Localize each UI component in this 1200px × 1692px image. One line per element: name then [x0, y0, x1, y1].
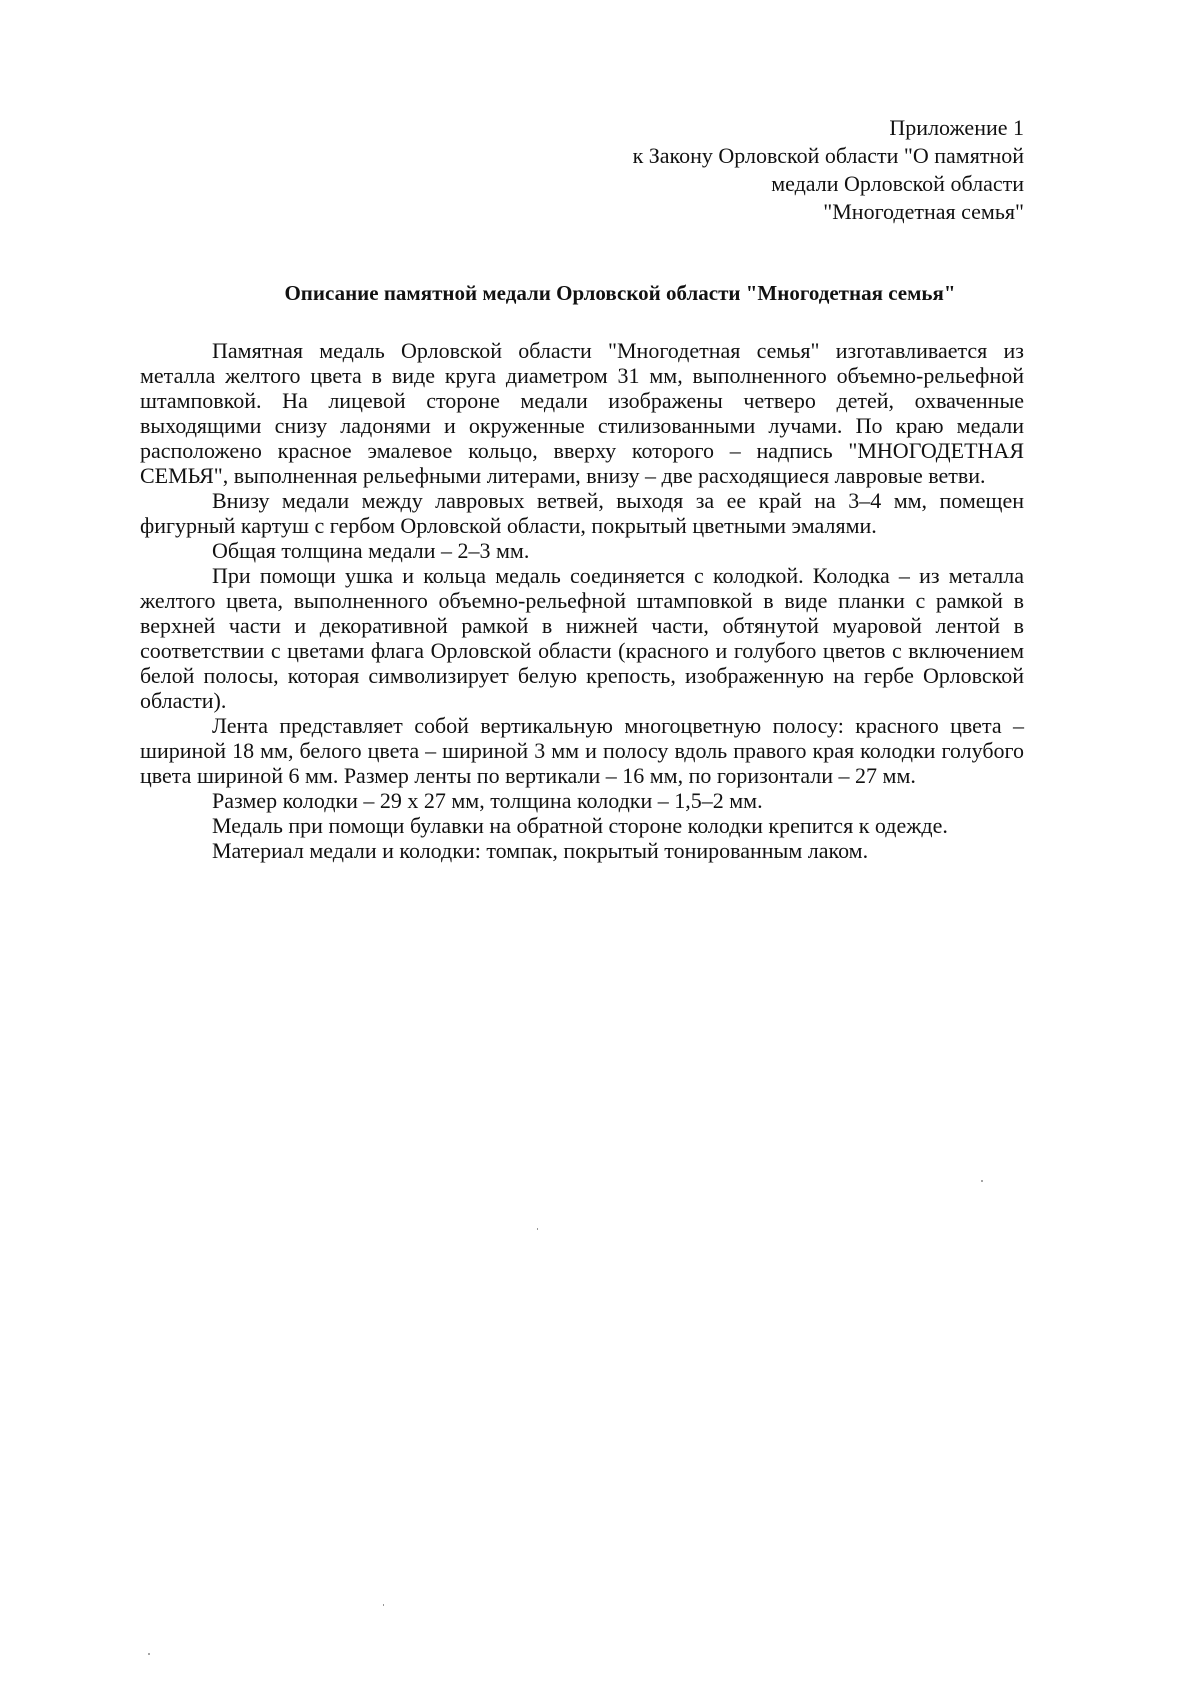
paragraph-thickness: Общая толщина медали – 2–3 мм. [212, 538, 530, 563]
document-title: Описание памятной медали Орловской области "Многодетная семья" [284, 281, 956, 305]
scan-speck [148, 1653, 150, 1655]
paragraph-pin: Медаль при помощи булавки на обратной стороне колодки крепится к одежде. [212, 813, 948, 838]
paragraph-medal-description: Памятная медаль Орловской области "Многодетная семья" изготавливается из металла желтого цвета в виде круга диаметром 31 мм, выполненного объемно-рельефной штамповкой. На лицевой стороне медали изображены четверо детей, охваченные выходящими снизу ладонями и окруженные стилизованными лучами. По краю медали расположено красное эмалевое кольцо, вверху которого – надпись "МНОГОДЕТНАЯ СЕМЬЯ", выполненная рельефными литерами, внизу – две расходящиеся лавровые ветви. [140, 338, 1024, 488]
scan-speck [383, 1604, 384, 1606]
paragraph-cartouche: Внизу медали между лавровых ветвей, выходя за ее край на 3–4 мм, помещен фигурный картуш с гербом Орловской области, покрытый цветными эмалями. [140, 488, 1024, 538]
appendix-line-4: "Многодетная семья" [823, 199, 1024, 224]
appendix-line-2: к Закону Орловской области "О памятной [632, 143, 1024, 168]
paragraph-ribbon: Лента представляет собой вертикальную многоцветную полосу: красного цвета – шириной 18 мм, белого цвета – шириной 3 мм и полосу вдоль правого края колодки голубого цвета шириной 6 мм. Размер ленты по вертикали – 16 мм, по горизонтали – 27 мм. [140, 713, 1024, 788]
appendix-line-3: медали Орловской области [771, 171, 1024, 196]
document-body [140, 338, 1024, 863]
paragraph-material: Материал медали и колодки: томпак, покрытый тонированным лаком. [212, 838, 869, 863]
paragraph-block: При помощи ушка и кольца медаль соединяется с колодкой. Колодка – из металла желтого цвета, выполненного объемно-рельефной штамповкой в виде планки с рамкой в верхней части и декоративной рамкой в нижней части, обтянутой муаровой лентой в соответствии с цветами флага Орловской области (красного и голубого цветов с включением белой полосы, которая символизирует белую крепость, изображенную на гербе Орловской области). [140, 563, 1024, 713]
scan-speck [981, 1180, 983, 1182]
appendix-line-1: Приложение 1 [889, 115, 1024, 140]
paragraph-block-size: Размер колодки – 29 х 27 мм, толщина колодки – 1,5–2 мм. [212, 788, 763, 813]
scan-speck [537, 1228, 538, 1230]
appendix-header [633, 114, 1024, 226]
